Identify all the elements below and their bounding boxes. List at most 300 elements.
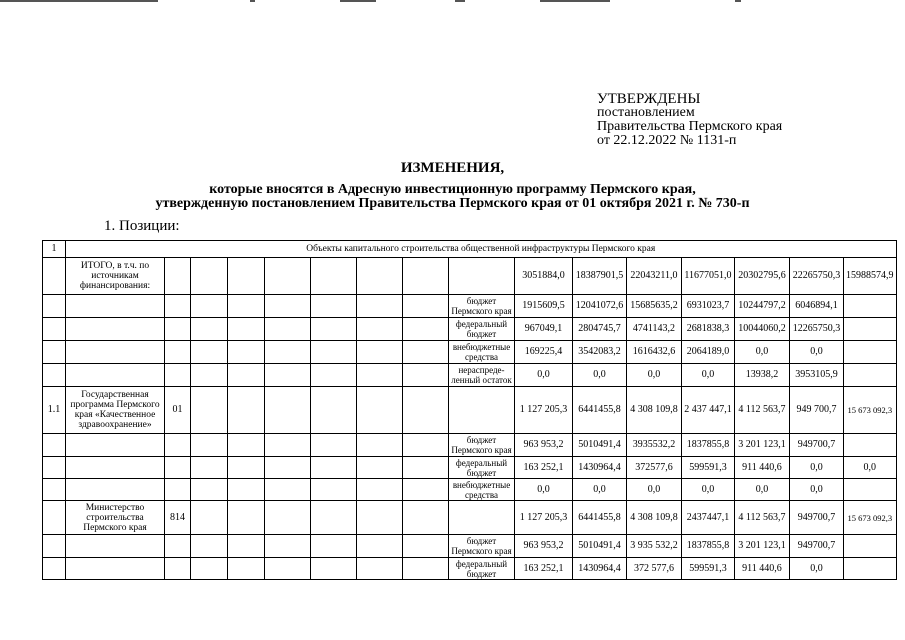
value-text: 0,0 xyxy=(810,461,823,473)
row-number-cell xyxy=(43,558,66,580)
row-name-cell xyxy=(66,318,165,341)
table-row xyxy=(43,501,897,535)
row-code-cell xyxy=(165,535,191,558)
value-cell xyxy=(627,434,682,457)
value-text: 2437447,1 xyxy=(686,511,730,523)
table-row xyxy=(43,558,897,580)
value-cell xyxy=(844,387,897,434)
value-text: 949700,7 xyxy=(797,439,836,450)
value-cell xyxy=(735,457,790,479)
value-cell xyxy=(682,295,735,318)
empty-cell xyxy=(228,479,265,501)
value-cell xyxy=(573,295,627,318)
value-text: 911 440,6 xyxy=(742,461,782,473)
value-cell xyxy=(735,434,790,457)
value-cell xyxy=(515,341,573,364)
value-cell xyxy=(790,434,844,457)
value-cell xyxy=(790,318,844,341)
empty-cell xyxy=(311,479,357,501)
empty-cell xyxy=(191,295,228,318)
value-cell xyxy=(844,364,897,387)
row-code-cell xyxy=(165,457,191,479)
table-row xyxy=(43,434,897,457)
value-cell xyxy=(790,479,844,501)
document-subtitle: утвержденную постановлением Правительства Пермского края от 01 октября 2021 г. № 730-п xyxy=(155,196,750,211)
row-name-cell xyxy=(66,434,165,457)
row-code-cell xyxy=(165,364,191,387)
value-text: 0,0 xyxy=(810,483,823,495)
value-cell xyxy=(682,318,735,341)
row-name-cell xyxy=(66,558,165,580)
empty-cell xyxy=(357,558,403,580)
value-cell xyxy=(735,318,790,341)
value-text: 5010491,4 xyxy=(578,540,621,551)
value-cell xyxy=(790,341,844,364)
value-cell xyxy=(735,295,790,318)
value-cell xyxy=(627,558,682,580)
value-text: 15685635,2 xyxy=(630,300,678,311)
empty-cell xyxy=(191,535,228,558)
empty-cell xyxy=(191,318,228,341)
empty-cell xyxy=(403,479,449,501)
value-cell xyxy=(515,535,573,558)
scan-edge xyxy=(455,0,465,2)
value-cell xyxy=(735,258,790,295)
empty-cell xyxy=(357,535,403,558)
empty-cell xyxy=(191,479,228,501)
row-name-cell: Государственная программа Пермского края «Качественное здравоохранение» xyxy=(66,387,165,434)
value-cell xyxy=(627,258,682,295)
row-code-cell xyxy=(165,479,191,501)
value-text: 12041072,6 xyxy=(575,300,624,311)
value-cell xyxy=(573,387,627,434)
value-text: 169225,4 xyxy=(524,346,563,357)
value-text: 949700,7 xyxy=(797,511,836,523)
value-cell xyxy=(573,535,627,558)
value-text: 372577,6 xyxy=(635,461,673,473)
empty-cell xyxy=(403,341,449,364)
row-source-cell xyxy=(449,258,515,295)
empty-cell xyxy=(311,258,357,295)
row-source-cell: бюджет Пермского края xyxy=(449,535,515,558)
table-row xyxy=(43,535,897,558)
row-code-cell xyxy=(165,341,191,364)
value-text: 15 673 092,3 xyxy=(847,405,893,415)
value-text: 10044060,2 xyxy=(738,323,786,334)
empty-cell xyxy=(311,295,357,318)
value-cell xyxy=(627,501,682,535)
empty-cell xyxy=(265,457,311,479)
empty-cell xyxy=(311,535,357,558)
value-cell xyxy=(844,341,897,364)
row-source-cell: федеральный бюджет xyxy=(449,457,515,479)
value-cell xyxy=(627,295,682,318)
value-text: 1837855,8 xyxy=(686,439,730,450)
value-cell xyxy=(735,341,790,364)
program-table xyxy=(42,240,897,580)
row-number-cell xyxy=(43,457,66,479)
empty-cell xyxy=(191,364,228,387)
row-source-cell: федеральный бюджет xyxy=(449,318,515,341)
value-cell xyxy=(573,457,627,479)
value-text: 5010491,4 xyxy=(578,439,621,450)
value-cell xyxy=(515,364,573,387)
row-code-cell xyxy=(165,318,191,341)
row-code-cell xyxy=(165,434,191,457)
value-cell xyxy=(573,341,627,364)
value-cell xyxy=(573,479,627,501)
value-cell xyxy=(682,535,735,558)
value-text: 1616432,6 xyxy=(632,346,676,357)
row-source-cell: бюджет Пермского края xyxy=(449,295,515,318)
value-cell xyxy=(627,479,682,501)
value-cell xyxy=(682,558,735,580)
empty-cell xyxy=(357,457,403,479)
value-cell xyxy=(515,479,573,501)
row-source-cell: федеральный бюджет xyxy=(449,558,515,580)
value-cell xyxy=(790,295,844,318)
empty-cell xyxy=(191,434,228,457)
value-text: 3542083,2 xyxy=(578,346,621,357)
value-text: 13938,2 xyxy=(745,369,779,380)
empty-cell xyxy=(357,341,403,364)
row-code-cell: 814 xyxy=(165,501,191,535)
empty-cell xyxy=(265,558,311,580)
table-row xyxy=(43,295,897,318)
value-cell xyxy=(515,295,573,318)
row-number-cell xyxy=(43,535,66,558)
value-text: 3 935 532,2 xyxy=(630,540,678,551)
value-text: 1837855,8 xyxy=(686,540,730,551)
value-text: 0,0 xyxy=(755,346,769,357)
value-text: 911 440,6 xyxy=(742,562,782,574)
scan-edge xyxy=(0,0,158,2)
value-text: 2804745,7 xyxy=(578,323,621,334)
value-cell xyxy=(790,535,844,558)
empty-cell xyxy=(265,479,311,501)
value-text: 20302795,6 xyxy=(738,270,786,281)
value-cell xyxy=(627,535,682,558)
empty-cell xyxy=(357,434,403,457)
value-text: 0,0 xyxy=(647,369,661,380)
empty-cell xyxy=(265,434,311,457)
value-text: 15988574,9 xyxy=(846,270,894,281)
value-cell xyxy=(790,258,844,295)
value-text: 3 201 123,1 xyxy=(738,540,786,551)
row-number-cell xyxy=(43,434,66,457)
empty-cell xyxy=(357,364,403,387)
table-row xyxy=(43,258,897,295)
empty-cell xyxy=(228,501,265,535)
value-text: 4 308 109,8 xyxy=(630,511,678,523)
value-cell xyxy=(735,387,790,434)
value-cell xyxy=(790,457,844,479)
empty-cell xyxy=(311,501,357,535)
empty-cell xyxy=(403,434,449,457)
value-cell xyxy=(682,434,735,457)
value-cell xyxy=(627,387,682,434)
value-text: 6441455,8 xyxy=(578,511,621,523)
scan-edge xyxy=(735,0,741,2)
value-cell xyxy=(627,341,682,364)
value-cell xyxy=(790,558,844,580)
value-cell xyxy=(573,558,627,580)
value-text: 0,0 xyxy=(701,483,715,495)
value-text: 0,0 xyxy=(701,369,715,380)
scan-edge xyxy=(250,0,255,2)
empty-cell xyxy=(228,387,265,434)
value-cell xyxy=(573,318,627,341)
value-text: 1 127 205,3 xyxy=(519,511,568,523)
document-title: ИЗМЕНЕНИЯ, xyxy=(400,160,505,176)
value-cell xyxy=(682,341,735,364)
value-text: 2 437 447,1 xyxy=(684,404,732,415)
empty-cell xyxy=(311,457,357,479)
scan-edge xyxy=(340,0,376,2)
value-text: 0,0 xyxy=(593,369,606,380)
value-text: 2681838,3 xyxy=(686,323,730,334)
value-cell xyxy=(844,558,897,580)
empty-cell xyxy=(265,318,311,341)
empty-cell xyxy=(191,501,228,535)
table-row xyxy=(43,479,897,501)
empty-cell xyxy=(403,364,449,387)
empty-cell xyxy=(357,258,403,295)
value-cell xyxy=(515,457,573,479)
value-text: 4741143,2 xyxy=(632,323,676,334)
value-text: 599591,3 xyxy=(689,461,727,473)
value-text: 3051884,0 xyxy=(522,270,565,281)
value-cell xyxy=(515,258,573,295)
table-row xyxy=(43,318,897,341)
table-header-row xyxy=(43,241,897,258)
value-cell xyxy=(627,318,682,341)
value-text: 963 953,2 xyxy=(523,439,564,450)
empty-cell xyxy=(311,364,357,387)
value-text: 18387901,5 xyxy=(575,270,624,281)
value-cell xyxy=(682,457,735,479)
empty-cell xyxy=(265,258,311,295)
value-text: 3935532,2 xyxy=(632,439,676,450)
approval-line: Правительства Пермского края xyxy=(597,119,783,134)
value-cell xyxy=(844,457,897,479)
value-text: 4 308 109,8 xyxy=(630,404,678,415)
row-name-cell xyxy=(66,535,165,558)
value-cell xyxy=(573,434,627,457)
value-cell xyxy=(573,364,627,387)
row-name-cell: ИТОГО, в т.ч. по источникам финансирования: xyxy=(66,258,165,295)
row-number-cell xyxy=(43,501,66,535)
row-number-cell xyxy=(43,318,66,341)
header-number: 1 xyxy=(43,241,66,258)
empty-cell xyxy=(228,258,265,295)
value-text: 163 252,1 xyxy=(523,562,564,574)
value-text: 10244797,2 xyxy=(738,300,786,311)
row-number-cell xyxy=(43,258,66,295)
approval-stamp xyxy=(597,92,782,148)
value-text: 967049,1 xyxy=(524,323,563,334)
section-label: 1. Позиции: xyxy=(104,218,180,234)
approval-line: от 22.12.2022 № 1131-п xyxy=(597,133,737,148)
empty-cell xyxy=(228,558,265,580)
value-text: 1430964,4 xyxy=(578,461,621,473)
value-cell xyxy=(844,479,897,501)
empty-cell xyxy=(191,341,228,364)
value-text: 599591,3 xyxy=(689,562,727,574)
value-cell xyxy=(515,434,573,457)
document-subtitle: которые вносятся в Адресную инвестиционную программу Пермского края, xyxy=(209,182,696,197)
empty-cell xyxy=(403,258,449,295)
empty-cell xyxy=(403,318,449,341)
value-text: 6441455,8 xyxy=(578,404,621,415)
empty-cell xyxy=(265,341,311,364)
value-text: 163 252,1 xyxy=(523,461,564,473)
empty-cell xyxy=(228,434,265,457)
empty-cell xyxy=(265,364,311,387)
value-text: 2064189,0 xyxy=(686,346,730,357)
value-text: 22043211,0 xyxy=(630,270,678,281)
empty-cell xyxy=(311,341,357,364)
value-text: 0,0 xyxy=(755,483,769,495)
value-cell xyxy=(844,318,897,341)
value-text: 0,0 xyxy=(537,369,550,380)
empty-cell xyxy=(403,558,449,580)
value-cell xyxy=(735,501,790,535)
value-cell xyxy=(682,364,735,387)
row-name-cell xyxy=(66,457,165,479)
value-text: 949 700,7 xyxy=(796,404,837,415)
empty-cell xyxy=(403,387,449,434)
row-number-cell xyxy=(43,341,66,364)
value-cell xyxy=(573,501,627,535)
value-cell xyxy=(735,558,790,580)
value-cell xyxy=(682,501,735,535)
value-text: 0,0 xyxy=(810,346,823,357)
value-cell xyxy=(844,501,897,535)
row-name-cell xyxy=(66,341,165,364)
empty-cell xyxy=(228,364,265,387)
empty-cell xyxy=(403,501,449,535)
row-code-cell xyxy=(165,558,191,580)
empty-cell xyxy=(228,457,265,479)
value-cell xyxy=(735,479,790,501)
row-name-cell xyxy=(66,364,165,387)
empty-cell xyxy=(191,457,228,479)
value-cell xyxy=(735,364,790,387)
value-text: 6046894,1 xyxy=(795,300,838,311)
empty-cell xyxy=(265,295,311,318)
row-code-cell xyxy=(165,258,191,295)
approval-line: постановлением xyxy=(597,105,695,120)
value-text: 4 112 563,7 xyxy=(738,511,786,523)
value-cell xyxy=(790,364,844,387)
empty-cell xyxy=(403,457,449,479)
row-number-cell xyxy=(43,364,66,387)
value-text: 949700,7 xyxy=(797,540,836,551)
empty-cell xyxy=(357,479,403,501)
value-cell xyxy=(844,434,897,457)
value-cell xyxy=(573,258,627,295)
value-text: 0,0 xyxy=(537,483,550,495)
row-source-cell: бюджет Пермского края xyxy=(449,434,515,457)
empty-cell xyxy=(228,295,265,318)
value-cell xyxy=(844,535,897,558)
value-cell xyxy=(627,457,682,479)
empty-cell xyxy=(191,258,228,295)
empty-cell xyxy=(357,501,403,535)
value-text: 3 201 123,1 xyxy=(738,439,786,450)
row-source-cell xyxy=(449,387,515,434)
empty-cell xyxy=(403,295,449,318)
value-cell xyxy=(515,318,573,341)
value-text: 4 112 563,7 xyxy=(738,404,786,415)
row-name-cell xyxy=(66,479,165,501)
row-number-cell xyxy=(43,295,66,318)
value-text: 963 953,2 xyxy=(523,540,564,551)
empty-cell xyxy=(191,387,228,434)
value-cell xyxy=(844,295,897,318)
value-cell xyxy=(790,501,844,535)
row-name-cell: Министерство строительства Пермского края xyxy=(66,501,165,535)
table-row xyxy=(43,341,897,364)
value-cell xyxy=(515,558,573,580)
row-code-cell xyxy=(165,295,191,318)
empty-cell xyxy=(311,387,357,434)
value-text: 0,0 xyxy=(863,461,876,473)
row-source-cell: внебюджетные средства xyxy=(449,479,515,501)
value-text: 0,0 xyxy=(810,562,823,574)
value-cell xyxy=(515,387,573,434)
empty-cell xyxy=(228,318,265,341)
row-source-cell xyxy=(449,501,515,535)
value-cell xyxy=(790,387,844,434)
row-source-cell: внебюджетные средства xyxy=(449,341,515,364)
empty-cell xyxy=(265,535,311,558)
value-text: 0,0 xyxy=(593,483,606,495)
value-cell xyxy=(682,258,735,295)
value-text: 22265750,3 xyxy=(792,270,841,281)
value-text: 1 127 205,3 xyxy=(519,404,568,415)
value-cell xyxy=(515,501,573,535)
scan-edge xyxy=(540,0,610,2)
value-text: 15 673 092,3 xyxy=(847,512,893,523)
approval-title: УТВЕРЖДЕНЫ xyxy=(597,91,701,107)
value-cell xyxy=(682,387,735,434)
table-row xyxy=(43,387,897,434)
empty-cell xyxy=(228,535,265,558)
empty-cell xyxy=(191,558,228,580)
value-cell xyxy=(844,258,897,295)
table-row xyxy=(43,457,897,479)
empty-cell xyxy=(403,535,449,558)
value-cell xyxy=(627,364,682,387)
row-source-cell: нераспреде-ленный остаток xyxy=(449,364,515,387)
value-text: 6931023,7 xyxy=(686,300,730,311)
empty-cell xyxy=(357,318,403,341)
value-cell xyxy=(735,535,790,558)
row-number-cell xyxy=(43,479,66,501)
value-text: 1915609,5 xyxy=(522,300,565,311)
row-number-cell: 1.1 xyxy=(43,387,66,434)
value-text: 12265750,3 xyxy=(792,323,841,334)
value-text: 3953105,9 xyxy=(795,369,838,380)
empty-cell xyxy=(357,295,403,318)
value-text: 11677051,0 xyxy=(684,270,732,281)
row-code-cell: 01 xyxy=(165,387,191,434)
empty-cell xyxy=(265,501,311,535)
value-text: 1430964,4 xyxy=(578,562,621,574)
empty-cell xyxy=(311,434,357,457)
